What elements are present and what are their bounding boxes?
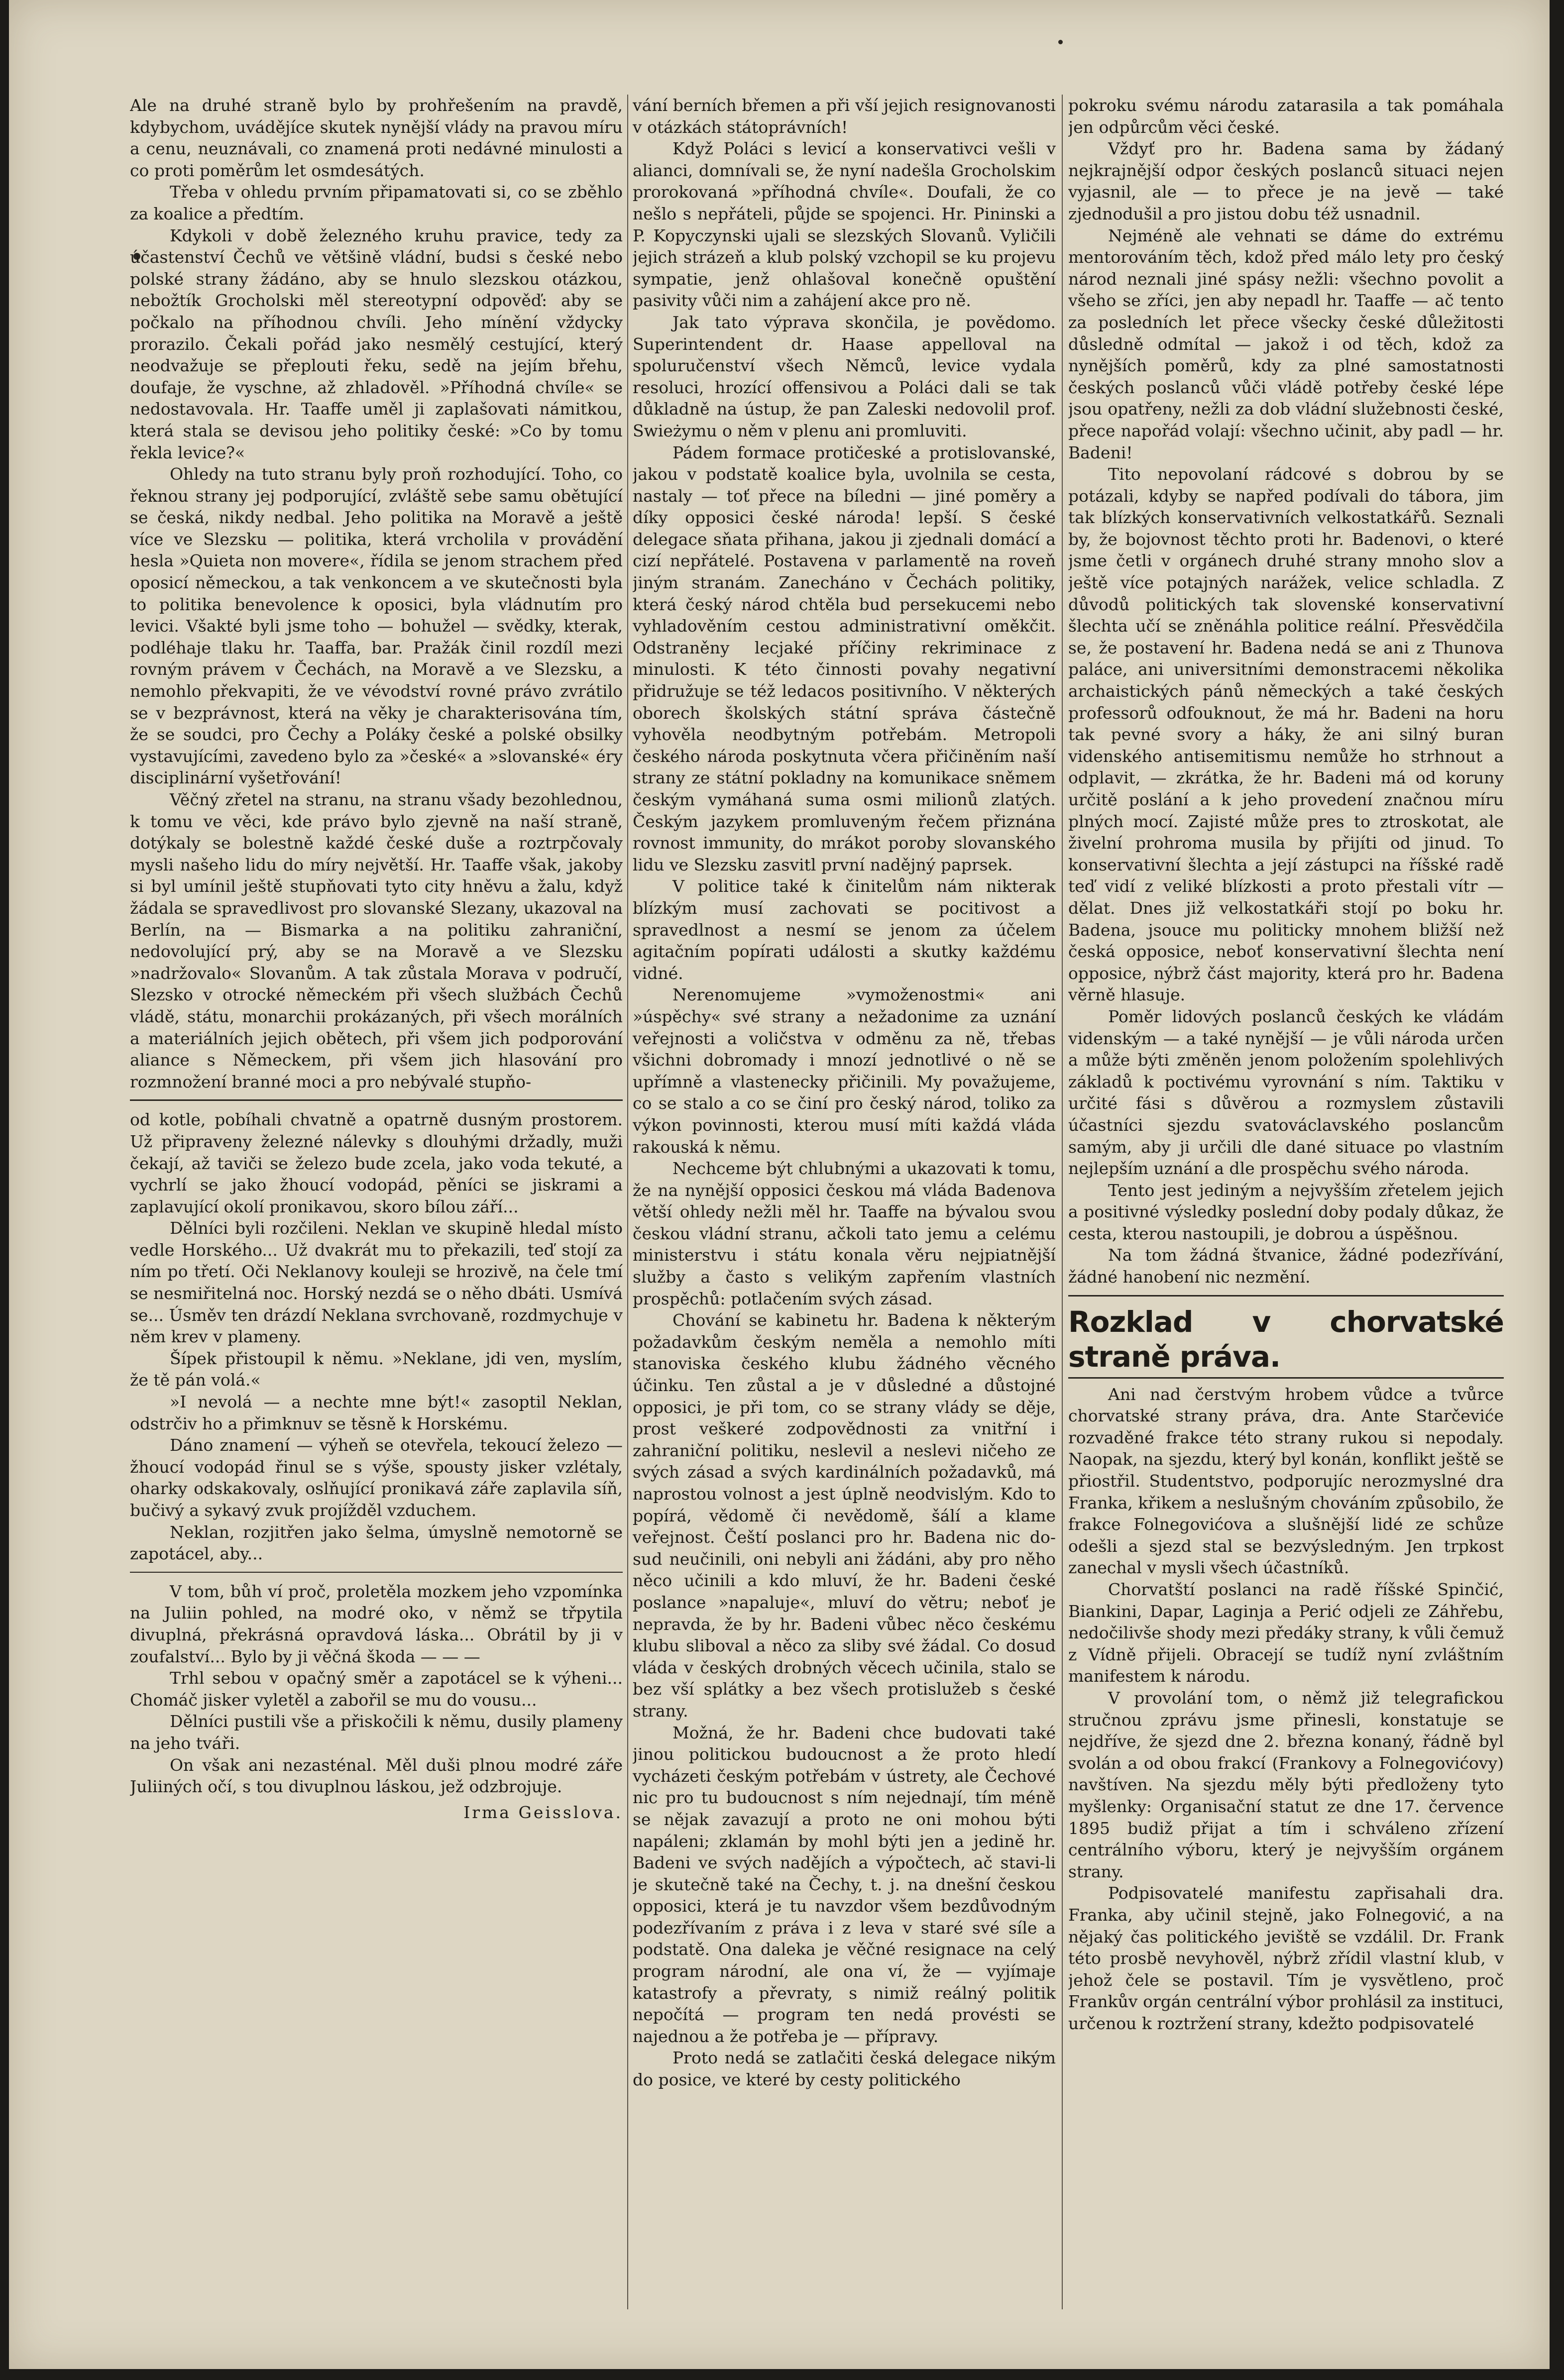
paragraph: Nechceme být chlubnými a ukazovati k tomu, že na nynější opposici českou má vláda Badenova větší ohledy nežli měl hr. Taaffe na bývalou svou českou vládní stranu, ačkoli tato jemu a celému ministerstvu i státu konala věru nejpiatnější služby a často s velikým zapřením vlastních prospěchů: potlačením svých zásad. [633, 1159, 1056, 1308]
paragraph: Dáno znamení — výheň se otevřela, tekoucí železo — žhoucí vodopád řinul se s výše, spousty jisker vzlétaly, oharky odskakovaly, oslňující pronikavá záře zaplavila síň, bučivý a sykavý zvuk projížděl vzduchem. [130, 1435, 623, 1520]
paragraph: V tom, bůh ví proč, proletěla mozkem jeho vzpomínka na Juliin pohled, na modré oko, v němž se třpytila divuplná, překrásná opravdová láska... Obrátil by ji v zoufalství... Bylo by ji věčná škoda — — — [130, 1581, 623, 1666]
paragraph: Jak tato výprava skončila, je povědomo. Superintendent dr. Haase appelloval na spoluručenství všech Němců, levice vydala resoluci, hrozící offensivou a Poláci dali se tak důkladně na ústup, že pan Zaleski nedovolil prof. Swieżymu o něm v plenu ani promluviti. [633, 312, 1056, 440]
paragraph: Ani nad čerstvým hrobem vůdce a tvůrce chorvatské strany práva, dra. Ante Starčeviće rozvaděné frakce této strany rukou si nepodaly. Naopak, na sjezdu, který byl konán, konflikt ještě se přiostřil. Studentstvo, podporujíc nerozmyslné dra Franka, křikem a neslušným chováním způsobilo, že frakce Folnegovićova a slušnější lidé ze schůze odešli a sjezd stal se bezvýsledným. Jen trpkost zanechal v mysli všech účastníků. [1068, 1384, 1504, 1578]
page-speck [1058, 40, 1063, 44]
author-signature: Irma Geisslova. [463, 1802, 623, 1822]
paragraph: Když Poláci s levicí a konservativci vešli v alianci, domnívali se, že nyní nadešla Grocholskim prorokovaná »příhodná chvíle«. Doufali, že co nešlo s nepřáteli, půjde se spojenci. Hr. Pininski a P. Kopyczynski ujali se slezských Slovanů. Vyličili jejich strázeň a klub polský vzchopil se ku projevu sympatie, jenž ohlašoval konečně opuštění pasivity vůči nim a zahájení akce pro ně. [633, 139, 1056, 311]
paragraph: Kdykoli v době železného kruhu pravice, tedy za účastenství Čechů ve většině vládní, budsi s české nebo polské strany žádáno, aby se hnulo slezskou otázkou, nebožtík Grocholski měl stereotypní odpověď: aby se počkalo na příhodnou chvíli. Jeho mínění vždycky prorazilo. Čekali pořád jako nesmělý cestující, který neodvažuje se přeplouti řeku, sedě na jejím břehu, doufaje, že vyschne, až zhladověl. »Příhodná chvíle« se nedostavovala. Hr. Taaffe uměl ji zaplašovati námitkou, která stala se devisou jeho politiky české: »Co by tomu řekla levice?« [130, 225, 623, 462]
article-politics-part-1 [130, 95, 623, 1092]
column-1 [130, 95, 623, 2319]
paragraph: Nerenomujeme »vymoženostmi« ani »úspěchy« své strany a nežadonime za uznání veřejnosti a voličstva v odměnu za ně, třebas všichni dobromady i mnozí jednotlivé o ně se upřímně a vlastenecky přičinili. My považujeme, co se stalo a co se činí pro český národ, toliko za výkon povinnosti, kterou musí míti každá vláda rakouská k němu. [633, 985, 1056, 1157]
paragraph: Vždyť pro hr. Badena sama by žádaný nejkrajnější odpor českých poslanců situaci nejen vyjasnil, ale — to přece je na jevě — také zjednodušil a pro jistou dobu též usnadnil. [1068, 139, 1504, 223]
column-2 [633, 95, 1056, 2319]
paragraph: Věčný zřetel na stranu, na stranu všady bezohlednou, k tomu ve věci, kde právo bylo zjevně na naší straně, dotýkaly se bolestně každé české duše a roztrpčovaly mysli našeho lidu do míry největší. Hr. Taaffe však, jakoby si byl umínil ještě stupňovati tyto city hněvu a žalu, když žádala se spravedlivost pro slovanské Slezany, ukazoval na Berlín, na — Bismarka a na politiku zahraniční, nedovolující prý, aby se na Moravě a ve Slezsku »nadržovalo« Slovanům. A tak zůstala Morava v područí, Slezsko v otrocké německém při všech službách Čechů vládě, státu, monarchii prokázaných, při všech morálních a materiálních jejich obětech, při všem jich podporování aliance s Německem, při všem jich hlasování pro rozmnožení branné moci a pro nebývalé stupňo- [130, 790, 623, 1091]
paragraph: V politice také k činitelům nám nikterak blízkým musí zachovati se pocitivost a spravedlnost a nesmí se jenom za účelem agitačním popírati události a skutky každému vidné. [633, 876, 1056, 983]
article-heading: Rozklad v chorvatské straně práva. [1068, 1304, 1504, 1379]
paragraph: Chování se kabinetu hr. Badena k některým požadavkům českým neměla a nemohlo míti stanoviska českého klubu žádného věcného účinku. Ten zůstal a je v důsledné a důstojné opposici, je při tom, co se strany vlády se děje, prost veškeré zodpovědnosti za vnitřní i zahraniční politiku, neslevil a neslevi ničeho ze svých zásad a svých kardinálních požadavků, má naprostou volnost a jest úplně neodvislým. Kdo to popírá, vědomě či nevědomě, šálí a klame veřejnost. Čeští poslanci pro hr. Badena nic do-sud neučinili, oni nebyli ani žádáni, aby pro něho něco učinili a kdo mluví, že hr. Badeni české poslance »napaluje«, mluví do větru; neboť je nepravda, že by hr. Badeni vůbec něco českému klubu sliboval a něco za sliby své žádal. Co dosud vláda v českých drobných věcech učinila, stalo se bez vší splátky a bez všech protislužeb s české strany. [633, 1310, 1056, 1721]
paragraph: Chorvatští poslanci na radě říšské Spinčić, Biankini, Dapar, Laginja a Perić odjeli ze Záhřebu, nedočilivše shody mezi předáky strany, k vůli čemuž z Vídně přijeli. Obracejí se tudíž nyní zvláštním manifestem k národu. [1068, 1580, 1504, 1686]
paragraph: Ale na druhé straně bylo by prohřešením na pravdě, kdybychom, uvádějíce skutek nynější vlády na pravou míru a cenu, neuznávali, co znamená proti nedávné minulosti a co proti poměrům let osmdesátých. [130, 96, 623, 180]
paragraph: Na tom žádná štvanice, žádné podezřívání, žádné hanobení nic nezmění. [1068, 1245, 1504, 1287]
paragraph: Možná, že hr. Badeni chce budovati také jinou politickou budoucnost a že proto hledí vycházeti českým potřebám v ústrety, ale Čechové nic pro tu budoucnost s ním nejednají, tím méně se nějak zavazují a proto ne oni mohou býti napáleni; zklamán by mohl býti jen a jedině hr. Badeni ve svých nadějích a výpočtech, ač stavi-li je skutečně také na Čechy, t. j. na dnešní českou opposici, která je tu navzdor všem bezdůvodným podezřívaním z práva i z leva v staré své síle a podstatě. Ona daleka je věčné resignace na celý program národní, ale ona ví, že — vyjímaje katastrofy a převraty, s nimiž reálný politik nepočítá — program ten nedá provésti se najednou a že potřeba je — přípravy. [633, 1723, 1056, 2046]
story-divider [130, 1572, 623, 1573]
column-3 [1068, 95, 1504, 2319]
newspaper-page [9, 0, 1550, 2369]
paragraph: Proto nedá se zatlačiti česká delegace nikým do posice, ve které by cesty politického [633, 2048, 1056, 2090]
paragraph: Tento jest jediným a nejvyšším zřetelem jejich a positivné výsledky poslední doby podaly důkaz, že cesta, kterou nastoupili, je dobrou a úspěšnou. [1068, 1180, 1504, 1243]
paragraph: V provolání tom, o němž již telegrafickou stručnou zprávu jsme přinesli, konstatuje se nejdříve, že sjezd dne 2. března konaný, řádně byl svolán a od obou frakcí (Frankovy a Folnegovićovy) navštíven. Na sjezdu měly býti předloženy tyto myšlenky: Organisační statut ze dne 17. července 1895 budiž přijat a tím i schváleno zřízení centrálního výboru, který je nejvyšším orgánem strany. [1068, 1688, 1504, 1881]
paragraph: »I nevolá — a nechte mne být!« zasoptil Neklan, odstrčiv ho a přimknuv se těsně k Horskému. [130, 1392, 623, 1433]
paragraph: Pádem formace protičeské a protislovanské, jakou v podstatě koalice byla, uvolnila se cesta, nastaly — toť přece na bíledni — jiné poměry a díky opposici české národa! lepší. S české delegace sňata přihana, jakou ji zjednali domácí a cizí nepřátelé. Postavena v parlamentě na roveň jiným stranám. Zanecháno v Čechách politiky, která český národ chtěla bud persekucemi nebo vyhladověním cestou administrativní oměkčit. Odstraněny lecjaké příčiny rekriminace z minulosti. K této činnosti povahy negativní přidružuje se též ledacos positivního. V některých oborech školských státní správa částečně vyhověla neodbytným potřebám. Metropoli českého národa poskytnuta včera přičiněním naší strany ze státní pokladny na komunikace sněmem českým vymáhaná suma osmi milionů zlatých. Českým jazykem promluveným řečem přiznána rovnost immunity, do mrákot poroby slovanského lidu ve Slezsku zasvitl první nadějný paprsek. [633, 442, 1056, 874]
column-rule [627, 95, 628, 2309]
feuilleton-story [130, 1109, 623, 1823]
section-divider [130, 1099, 623, 1101]
column-rule [1062, 95, 1063, 2309]
paragraph: Ohledy na tuto stranu byly proň rozhodující. Toho, co řeknou strany jej podporující, zvláště sebe samu obětující se česká, nikdy nedbal. Jeho politika na Moravě a ještě více ve Slezsku — politika, která vrcholila v provádění hesla »Quieta non movere«, řídila se jenom strachem před oposicí německou, a tak venkoncem a ve skutečnosti byla to politika benevolence k oposici, byla vládnutím pro levici. Všakté byli jsme toho — bohužel — svědky, kterak, podléhaje tlaku hr. Taaffa, bar. Pražák činil rozdíl mezi rovným právem v Čechách, na Moravě a ve Slezsku, a nemohlo překvapiti, že ve vévodství rovné právo zvrátilo se v bezprávnost, která na věky je charakterisována tím, že se soudci, pro Čechy a Poláky české a polské obsilky vystavujícími, zavedeno bylo za »české« a »slovanské« éry disciplinární vyšetřování! [130, 464, 623, 788]
paragraph: Trhl sebou v opačný směr a zapotácel se k výheni... Chomáč jisker vyletěl a zabořil se mu do vousu... [130, 1668, 623, 1710]
paragraph: Nejméně ale vehnati se dáme do extrému mentorováním těch, kdož před málo lety pro český národ neznali jiné spásy nežli: všechno povolit a všeho se zříci, jen aby nepadl hr. Taaffe — ač tento za posledních let přece všecky české důležitosti důsledně odmítal — jakož i od těch, kdož za nynějších poměrů, kdy za plné samostatnosti českých poslanců vůči vládě potřeby české lépe jsou opatřeny, nežli za dob vládní služebnosti české, přece napořád volají: všechno učinit, aby padl — hr. Badeni! [1068, 225, 1504, 462]
paragraph: Šípek přistoupil k němu. »Neklane, jdi ven, myslím, že tě pán volá.« [130, 1348, 623, 1390]
paragraph: Dělníci pustili vše a přiskočili k němu, dusily plameny na jeho tváři. [130, 1712, 623, 1753]
paragraph: Podpisovatelé manifestu zapřisahali dra. Franka, aby učinil stejně, jako Folnegović, a na nějaký čas politického jeviště se vzdálil. Dr. Frank této prosbě nevyhověl, nýbrž zřídil vlastní klub, v jehož čele se postavil. Tím je vysvětleno, proč Frankův orgán centrální výbor prohlásil za instituci, určenou k roztržení strany, kdežto podpisovatelé [1068, 1883, 1504, 2033]
paragraph: od kotle, pobíhali chvatně a opatrně dusným prostorem. Už připraveny železné nálevky s dlouhými držadly, muži čekají, až taviči se železo bude zcela, jako voda tekuté, a vychrlí se jako žhoucí vodopád, pěníci se jiskrami a zaplavující okolí pronikavou, skoro bílou září... [130, 1110, 623, 1216]
paragraph: vání berních břemen a při vší jejich resignovanosti v otázkách státoprávních! [633, 96, 1056, 137]
paragraph: Dělníci byli rozčileni. Neklan ve skupině hledal místo vedle Horského... Už dvakrát mu to překazili, teď stojí za ním po třetí. Oči Neklanovy kouleji se hrozivě, na čele tmí se nesmiřitelná noc. Horský nezdá se o něho dbáti. Usmívá se... Úsměv ten drázdí Neklana svrchovaně, rozdmychuje v něm krev v plameny. [130, 1218, 623, 1347]
section-divider [1068, 1295, 1504, 1297]
paragraph: Třeba v ohledu prvním připamatovati si, co se zběhlo za koalice a předtím. [130, 182, 623, 223]
paragraph: Neklan, rozjitřen jako šelma, úmyslně nemotorně se zapotácel, aby... [130, 1522, 623, 1564]
paragraph: Tito nepovolaní rádcové s dobrou by se potázali, kdyby se napřed podívali do tábora, jim tak blízkých konservativních velkostatkářů. Seznali by, že bojovnost těchto proti hr. Badenovi, o které jsme četli v orgánech druhé strany mnoho slov a ještě více potajných narážek, velice schladla. Z důvodů politických tak slovenské konservativní šlechta učí se zněnáhla politice reální. Přesvědčila se, že postavení hr. Badena nedá se ani z Thunova paláce, ani universitními demonstracemi několika archaistických pánů německých a také českých professorů odfouknout, že má hr. Badeni na horu tak pevné svory a háky, že ani silný buran videnského antisemitismu nemůže ho strhnout a odplavit, — zkrátka, že hr. Badeni má od koruny určitě poslání a k jeho provedení značnou míru plných mocí. Zajisté může pres to ztroskotat, ale živelní prohroma musila by přijíti od jinud. To konservativní šlechta a její zástupci na říšské radě teď vidí z veliké blízkosti a proto přestali vítr — dělat. Dnes již velkostatkáři stojí po boku hr. Badena, jsouce mu politicky mnohem bližší než česká opposice, neboť konservativní šlechta není opposice, nýbrž část majority, která pro hr. Badena věrně hlasuje. [1068, 464, 1504, 1005]
paragraph: Poměr lidových poslanců českých ke vládám videnským — a také nynější — je vůli národa určen a může býti změněn jenom položením spolehlivých základů k poctivému vyrovnání s ním. Taktiku v určité fási s důvěrou a rozmyslem zůstavili účastníci sjezdu svatováclavského poslancům samým, aby ji určili dle dané situace po vlastním nejlepším uznání a dle prospěchu svého národa. [1068, 1006, 1504, 1179]
paragraph: On však ani nezasténal. Měl duši plnou modré záře Juliiných očí, s tou divuplnou láskou, jež odzbrojuje. [130, 1755, 623, 1797]
paragraph: pokroku svému národu zatarasila a tak pomáhala jen odpůrcům věci české. [1068, 96, 1504, 137]
